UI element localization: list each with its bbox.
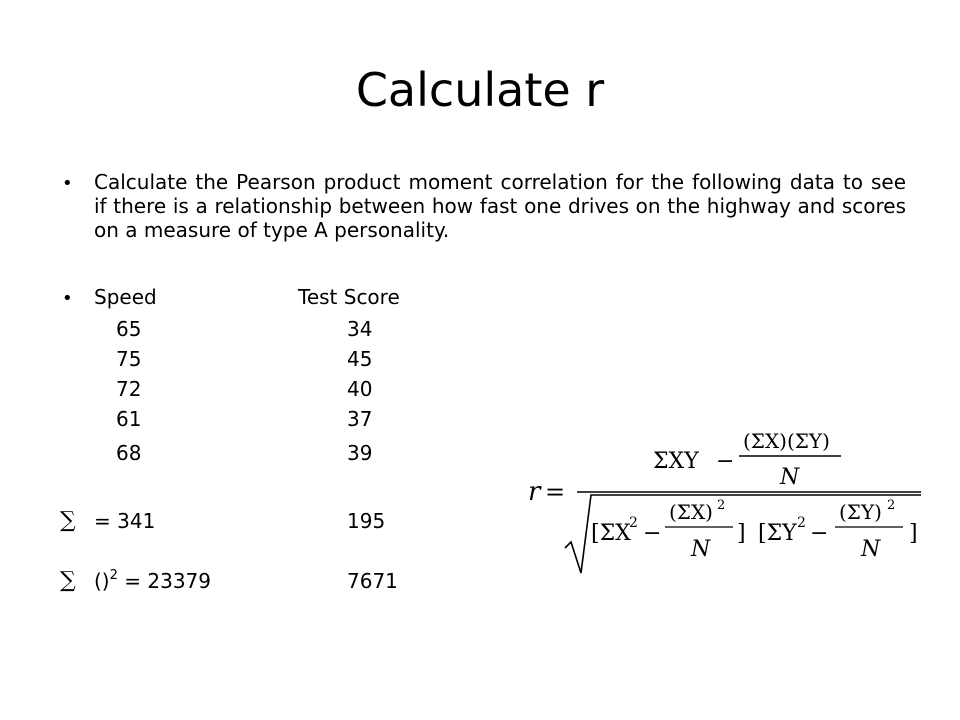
formula-n: N [861,537,881,562]
formula-close: ] [909,521,918,546]
sumsq-exponent: 2 [109,568,118,584]
speed-cell: 68 [116,441,142,465]
speed-cell: 75 [116,347,142,371]
sigma-icon: ∑ [60,568,76,593]
formula-n: N [780,465,800,490]
formula-frac-x: (ΣX) [669,500,713,524]
formula-frac-top: (ΣX)(ΣY) [743,429,830,453]
formula-exp: 2 [797,515,806,531]
sumsq-prefix: () [94,569,110,593]
formula-sumxy: ΣXY [653,449,699,474]
formula-minus: − [716,449,735,474]
sumsq-value: = 23379 [117,569,211,593]
formula-exp: 2 [629,515,638,531]
formula-sumx2: [ΣX [591,521,631,546]
slide-title: Calculate r [355,63,605,117]
formula-r: r [528,477,541,507]
pearson-formula [525,420,925,585]
formula-equals: = [545,478,566,506]
bullet-icon: • [62,173,73,194]
formula-close: ] [737,521,746,546]
bullet-text: Calculate the Pearson product moment correlation for the following data to see if there is a relationship between how fast one drives on the highway and scores on a measure of type A personality. [94,170,906,242]
sumsq-score: 7671 [347,569,398,593]
formula-frac-y: (ΣY) [839,500,882,524]
formula-exp: 2 [717,498,726,513]
speed-cell: 65 [116,317,142,341]
sigma-icon: ∑ [60,508,76,533]
speed-cell: 72 [116,377,142,401]
formula-sumy2: [ΣY [758,521,797,546]
score-cell: 39 [347,441,373,465]
sumsq-speed [94,568,211,594]
bullet-icon: • [62,288,73,309]
score-cell: 40 [347,377,373,401]
score-cell: 45 [347,347,373,371]
formula-exp: 2 [887,498,896,513]
header-speed: Speed [94,285,157,309]
sum-score: 195 [347,509,386,533]
formula-minus: − [810,521,829,546]
formula-n: N [691,537,711,562]
score-cell: 34 [347,317,373,341]
sum-speed: = 341 [94,509,156,533]
header-test-score: Test Score [298,285,400,309]
formula-minus: − [643,521,662,546]
speed-cell: 61 [116,407,142,431]
score-cell: 37 [347,407,373,431]
